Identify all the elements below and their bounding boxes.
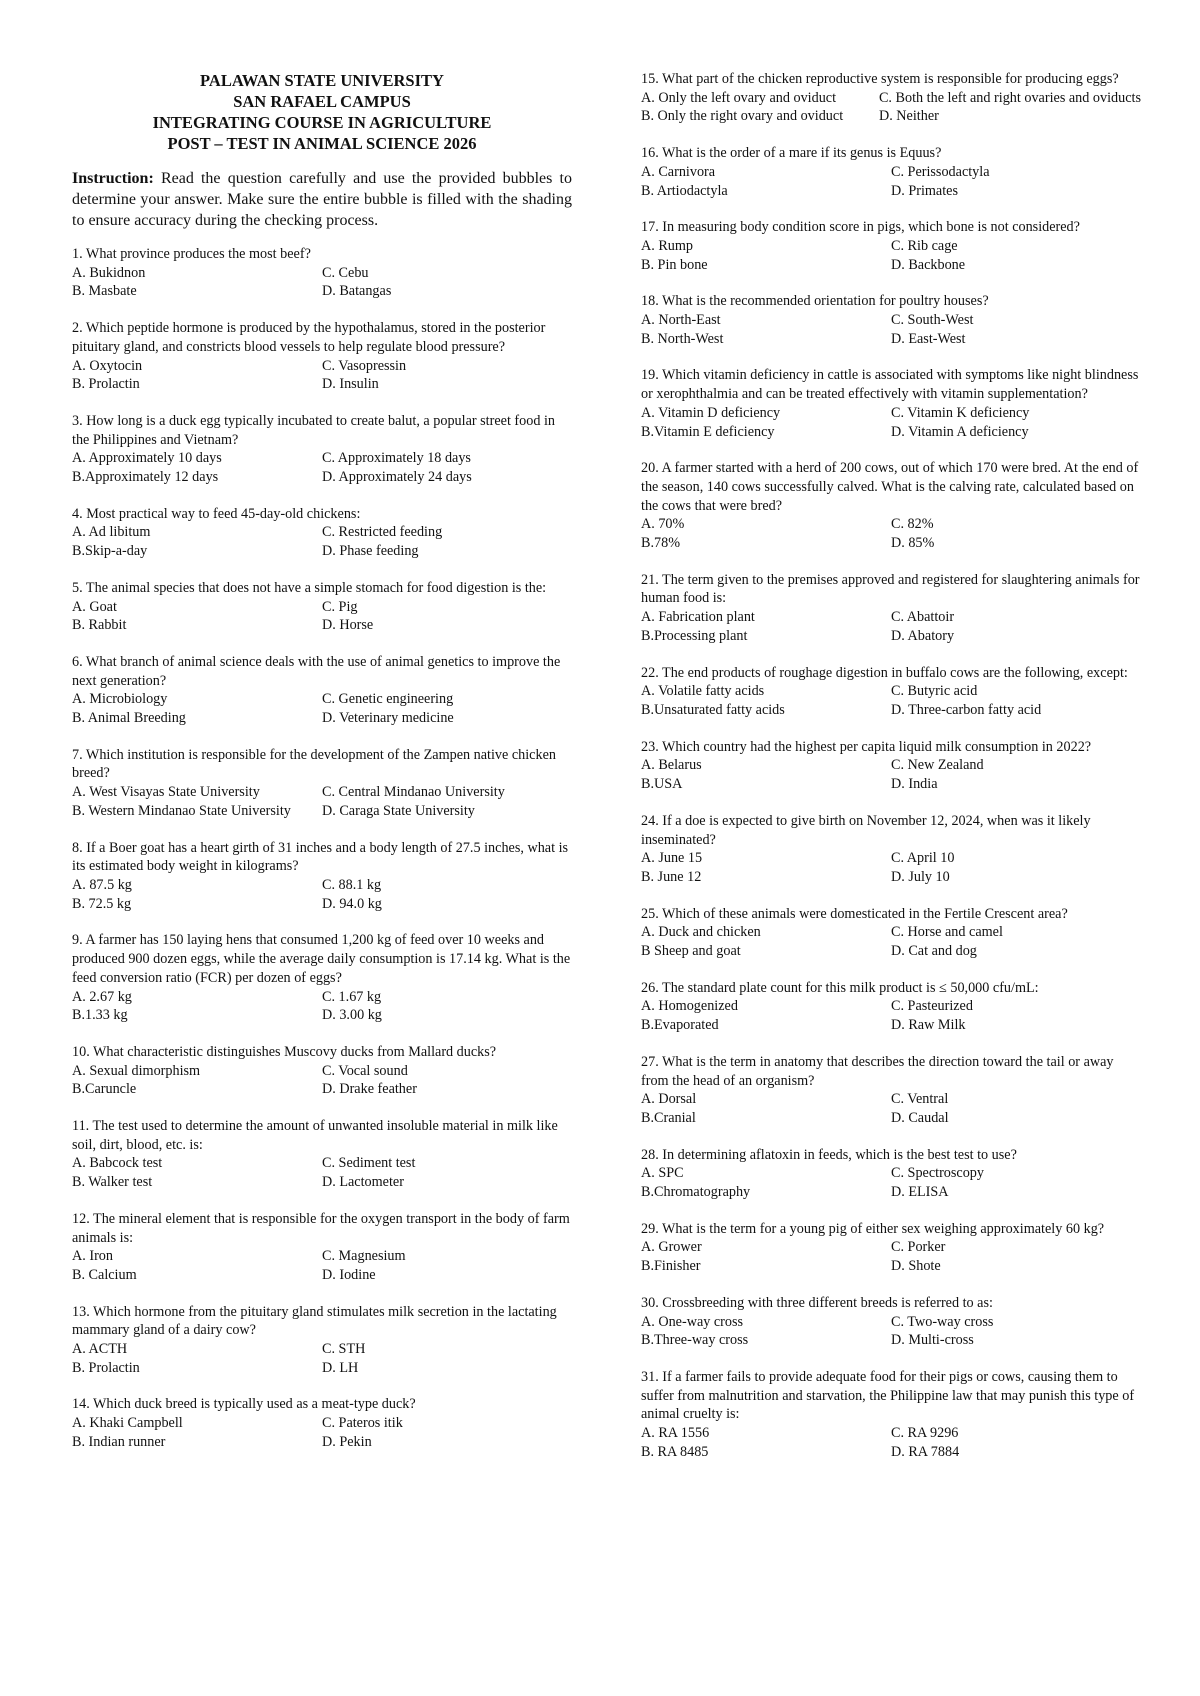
option-c: C. Horse and camel bbox=[891, 924, 1003, 941]
answer-options bbox=[72, 1414, 572, 1451]
answer-options bbox=[72, 357, 572, 394]
question-stem: 20. A farmer started with a herd of 200 cows, out of which 170 were bred. At the end of the season, 140 cows successfully calved. What is the calving rate, calculated based on the cows that were bred? bbox=[641, 460, 1139, 514]
question-block bbox=[641, 664, 1141, 720]
option-c: C. Genetic engineering bbox=[322, 691, 454, 708]
question-stem: 13. Which hormone from the pituitary gland stimulates milk secretion in the lactating mammary gland of a dairy cow? bbox=[72, 1303, 557, 1339]
question-stem: 10. What characteristic distinguishes Muscovy ducks from Mallard ducks? bbox=[72, 1043, 497, 1060]
option-b: B.Evaporated bbox=[641, 1017, 719, 1034]
option-c: C. Approximately 18 days bbox=[322, 450, 471, 467]
option-b: B.Chromatography bbox=[641, 1184, 751, 1201]
answer-options bbox=[641, 1164, 1141, 1201]
question-block bbox=[72, 839, 572, 914]
option-a: A. Grower bbox=[641, 1239, 702, 1256]
option-a: A. Approximately 10 days bbox=[72, 450, 222, 467]
question-block bbox=[641, 366, 1141, 441]
question-stem: 2. Which peptide hormone is produced by the hypothalamus, stored in the posterior pituitary gland, and constricts blood vessels to help regulate blood pressure? bbox=[72, 320, 546, 355]
option-a: A. Babcock test bbox=[72, 1155, 163, 1172]
question-stem: 7. Which institution is responsible for the development of the Zampen native chicken breed? bbox=[72, 746, 556, 782]
question-list-left bbox=[72, 245, 572, 1452]
option-a: A. Sexual dimorphism bbox=[72, 1062, 201, 1079]
option-b: B. North-West bbox=[641, 330, 724, 347]
question-block bbox=[641, 1220, 1141, 1276]
question-stem: 27. What is the term in anatomy that describes the direction toward the tail or away from the head of an organism? bbox=[641, 1053, 1114, 1089]
answer-options bbox=[72, 1247, 572, 1284]
option-c: C. South-West bbox=[891, 312, 974, 329]
option-b: B.Unsaturated fatty acids bbox=[641, 701, 785, 718]
answer-options bbox=[641, 997, 1141, 1034]
option-d: D. RA 7884 bbox=[891, 1443, 960, 1460]
course-title: INTEGRATING COURSE IN AGRICULTURE bbox=[152, 113, 492, 132]
option-d: D. Caraga State University bbox=[322, 802, 475, 819]
option-c: C. Porker bbox=[891, 1239, 946, 1256]
option-d: D. Horse bbox=[322, 617, 374, 634]
option-d: D. East-West bbox=[891, 330, 966, 347]
option-d: D. Caudal bbox=[891, 1109, 949, 1126]
option-b: B.Cranial bbox=[641, 1109, 696, 1126]
option-b: B. Prolactin bbox=[72, 376, 140, 393]
option-a: A. 87.5 kg bbox=[72, 876, 132, 893]
question-block bbox=[72, 1303, 572, 1378]
question-block bbox=[641, 459, 1141, 553]
option-d: D. Shote bbox=[891, 1258, 941, 1275]
option-c: C. Vocal sound bbox=[322, 1062, 408, 1079]
question-stem: 11. The test used to determine the amount of unwanted insoluble material in milk like soil, dirt, blood, etc. is: bbox=[72, 1118, 558, 1153]
option-b: B. Animal Breeding bbox=[72, 710, 186, 727]
option-b: B.Skip-a-day bbox=[72, 543, 148, 560]
option-c: C. Two-way cross bbox=[891, 1313, 994, 1330]
question-block bbox=[641, 144, 1141, 200]
question-stem: 29. What is the term for a young pig of either sex weighing approximately 60 kg? bbox=[641, 1220, 1105, 1237]
question-block bbox=[72, 245, 572, 301]
option-d: D. Backbone bbox=[891, 256, 966, 273]
option-a: A. June 15 bbox=[641, 850, 703, 867]
question-block bbox=[641, 905, 1141, 961]
option-a: A. West Visayas State University bbox=[72, 784, 260, 801]
option-a: A. Carnivora bbox=[641, 163, 716, 180]
option-a: A. Khaki Campbell bbox=[72, 1415, 183, 1432]
question-stem: 30. Crossbreeding with three different breeds is referred to as: bbox=[641, 1294, 993, 1311]
option-a: A. Only the left ovary and oviduct bbox=[641, 89, 837, 106]
option-d: D. Approximately 24 days bbox=[322, 469, 472, 486]
right-column bbox=[641, 70, 1141, 1479]
option-c: C. April 10 bbox=[891, 850, 955, 867]
question-stem: 6. What branch of animal science deals with the use of animal genetics to improve the next generation? bbox=[72, 653, 561, 689]
option-a: A. SPC bbox=[641, 1165, 684, 1182]
option-c: C. Sediment test bbox=[322, 1155, 416, 1172]
question-stem: 1. What province produces the most beef? bbox=[72, 246, 311, 262]
option-d: D. Lactometer bbox=[322, 1174, 404, 1191]
option-a: A. RA 1556 bbox=[641, 1425, 710, 1442]
option-b: B. Indian runner bbox=[72, 1433, 166, 1450]
question-stem: 24. If a doe is expected to give birth on November 12, 2024, when was it likely inseminated? bbox=[641, 812, 1091, 848]
question-list-right bbox=[641, 70, 1141, 1461]
option-a: A. Rump bbox=[641, 237, 694, 254]
option-a: A. One-way cross bbox=[641, 1313, 744, 1330]
answer-options bbox=[72, 988, 572, 1025]
answer-options bbox=[641, 756, 1141, 793]
answer-options bbox=[641, 1313, 1141, 1350]
question-stem: 18. What is the recommended orientation for poultry houses? bbox=[641, 293, 989, 310]
answer-options bbox=[641, 1090, 1141, 1127]
question-stem: 21. The term given to the premises approved and registered for slaughtering animals for human food is: bbox=[641, 571, 1140, 607]
answer-options bbox=[641, 1238, 1141, 1275]
question-stem: 17. In measuring body condition score in pigs, which bone is not considered? bbox=[641, 219, 1080, 236]
question-stem: 22. The end products of roughage digestion in buffalo cows are the following, except: bbox=[641, 664, 1128, 681]
option-a: A. Goat bbox=[72, 598, 117, 615]
option-a: A. Bukidnon bbox=[72, 264, 146, 281]
question-block bbox=[72, 746, 572, 821]
option-b: B. Rabbit bbox=[72, 617, 127, 634]
answer-options bbox=[641, 89, 1141, 126]
option-b: B.USA bbox=[641, 776, 683, 793]
option-d: D. Batangas bbox=[322, 283, 392, 300]
option-b: B. RA 8485 bbox=[641, 1443, 709, 1460]
option-c: C. Butyric acid bbox=[891, 683, 978, 700]
option-b: B.Finisher bbox=[641, 1258, 701, 1275]
option-a: A. Vitamin D deficiency bbox=[641, 404, 781, 421]
answer-options bbox=[72, 598, 572, 635]
question-block bbox=[641, 1294, 1141, 1350]
question-stem: 5. The animal species that does not have a simple stomach for food digestion is the: bbox=[72, 579, 547, 596]
option-b: B Sheep and goat bbox=[641, 943, 741, 960]
answer-options bbox=[641, 237, 1141, 274]
question-block bbox=[641, 1146, 1141, 1202]
option-b: B. June 12 bbox=[641, 868, 702, 885]
option-d: D. Pekin bbox=[322, 1433, 372, 1450]
option-d: D. Phase feeding bbox=[322, 543, 419, 560]
answer-options bbox=[641, 515, 1141, 552]
option-c: C. Pasteurized bbox=[891, 998, 973, 1015]
option-d: D. Cat and dog bbox=[891, 943, 977, 960]
campus-name: SAN RAFAEL CAMPUS bbox=[233, 92, 411, 111]
question-stem: 31. If a farmer fails to provide adequate food for their pigs or cows, causing them to suffer from malnutrition and starvation, the Philippine law that may punish this type of animal cruelty is: bbox=[641, 1368, 1135, 1423]
option-c: C. RA 9296 bbox=[891, 1425, 959, 1442]
question-stem: 23. Which country had the highest per capita liquid milk consumption in 2022? bbox=[641, 738, 1092, 755]
question-block bbox=[72, 319, 572, 394]
question-stem: 25. Which of these animals were domesticated in the Fertile Crescent area? bbox=[641, 905, 1068, 922]
option-c: C. 88.1 kg bbox=[322, 876, 382, 893]
option-d: D. Raw Milk bbox=[891, 1017, 966, 1034]
answer-options bbox=[641, 849, 1141, 886]
answer-options bbox=[72, 449, 572, 486]
instruction-label: Instruction: bbox=[72, 170, 154, 187]
option-a: A. Ad libitum bbox=[72, 524, 151, 541]
option-c: C. Vasopressin bbox=[322, 357, 407, 374]
question-stem: 14. Which duck breed is typically used as a meat-type duck? bbox=[72, 1396, 416, 1413]
option-b: B.Three-way cross bbox=[641, 1332, 749, 1349]
answer-options bbox=[641, 923, 1141, 960]
question-stem: 12. The mineral element that is responsible for the oxygen transport in the body of farm animals is: bbox=[72, 1210, 570, 1246]
option-d: D. 3.00 kg bbox=[322, 1007, 382, 1024]
option-b: B. Calcium bbox=[72, 1266, 137, 1283]
option-b: B.Vitamin E deficiency bbox=[641, 423, 775, 440]
option-d: D. Primates bbox=[891, 182, 958, 199]
option-d: D. 94.0 kg bbox=[322, 895, 382, 912]
option-a: A. Microbiology bbox=[72, 691, 168, 708]
option-b: B.78% bbox=[641, 535, 681, 552]
question-block bbox=[641, 571, 1141, 646]
option-d: D. July 10 bbox=[891, 868, 950, 885]
option-c: C. Spectroscopy bbox=[891, 1165, 984, 1182]
question-block bbox=[641, 1053, 1141, 1128]
option-b: B. Masbate bbox=[72, 283, 137, 300]
option-b: B.1.33 kg bbox=[72, 1007, 128, 1024]
option-c: C. Abattoir bbox=[891, 609, 955, 626]
option-a: A. Duck and chicken bbox=[641, 924, 761, 941]
option-d: D. Abatory bbox=[891, 627, 955, 644]
question-block bbox=[641, 218, 1141, 274]
option-b: B. Walker test bbox=[72, 1174, 153, 1191]
answer-options bbox=[72, 876, 572, 913]
left-column bbox=[72, 70, 572, 1470]
option-a: A. Iron bbox=[72, 1248, 113, 1265]
option-d: D. Three-carbon fatty acid bbox=[891, 701, 1042, 718]
answer-options bbox=[641, 311, 1141, 348]
option-d: D. Veterinary medicine bbox=[322, 710, 454, 727]
option-b: B. Artiodactyla bbox=[641, 182, 728, 199]
question-block bbox=[72, 931, 572, 1025]
question-stem: 9. A farmer has 150 laying hens that consumed 1,200 kg of feed over 10 weeks and produced 900 dozen eggs, while the average daily consumption is 17.14 kg. What is the feed conversion ratio (FCR) per dozen of eggs? bbox=[72, 932, 571, 986]
option-a: A. 2.67 kg bbox=[72, 988, 132, 1005]
question-block bbox=[72, 505, 572, 561]
question-block bbox=[72, 412, 572, 487]
question-block bbox=[72, 653, 572, 728]
option-c: C. Perissodactyla bbox=[891, 163, 990, 180]
question-stem: 8. If a Boer goat has a heart girth of 31 inches and a body length of 27.5 inches, what is its estimated body weight in kilograms? bbox=[72, 839, 569, 875]
answer-options bbox=[72, 264, 572, 301]
option-b: B. Prolactin bbox=[72, 1359, 140, 1376]
answer-options bbox=[641, 608, 1141, 645]
answer-options bbox=[72, 1340, 572, 1377]
answer-options bbox=[641, 404, 1141, 441]
question-stem: 26. The standard plate count for this milk product is ≤ 50,000 cfu/mL: bbox=[641, 979, 1039, 996]
option-b: B. Pin bone bbox=[641, 256, 708, 273]
option-c: C. Magnesium bbox=[322, 1248, 406, 1265]
question-block bbox=[72, 1117, 572, 1192]
question-block bbox=[641, 738, 1141, 794]
question-stem: 19. Which vitamin deficiency in cattle is associated with symptoms like night blindness or xerophthalmia and can be treated effectively with vitamin supplementation? bbox=[641, 367, 1139, 403]
option-d: D. Insulin bbox=[322, 376, 379, 393]
option-c: C. Vitamin K deficiency bbox=[891, 404, 1030, 421]
option-d: D. ELISA bbox=[891, 1184, 949, 1201]
option-a: A. Belarus bbox=[641, 757, 702, 774]
option-b: B.Processing plant bbox=[641, 627, 748, 644]
answer-options bbox=[641, 163, 1141, 200]
option-c: C. Pig bbox=[322, 598, 358, 615]
exam-title: POST – TEST IN ANIMAL SCIENCE 2026 bbox=[167, 134, 477, 153]
option-d: D. Drake feather bbox=[322, 1081, 417, 1098]
option-c: C. Rib cage bbox=[891, 237, 958, 254]
option-c: C. Central Mindanao University bbox=[322, 784, 505, 801]
answer-options bbox=[72, 690, 572, 727]
question-block bbox=[72, 579, 572, 635]
option-d: D. LH bbox=[322, 1359, 359, 1376]
question-block bbox=[72, 1043, 572, 1099]
option-a: A. Oxytocin bbox=[72, 357, 143, 374]
option-c: C. New Zealand bbox=[891, 757, 984, 774]
option-d: D. India bbox=[891, 776, 938, 793]
question-stem: 3. How long is a duck egg typically incubated to create balut, a popular street food in the Philippines and Vietnam? bbox=[72, 412, 556, 448]
option-d: D. Iodine bbox=[322, 1266, 376, 1283]
answer-options bbox=[72, 783, 572, 820]
option-a: A. 70% bbox=[641, 516, 685, 533]
question-stem: 15. What part of the chicken reproductive system is responsible for producing eggs? bbox=[641, 71, 1119, 87]
option-c: C. 82% bbox=[891, 516, 934, 533]
question-block bbox=[641, 292, 1141, 348]
option-c: C. 1.67 kg bbox=[322, 988, 382, 1005]
instruction-text: Read the question carefully and use the provided bubbles to determine your answer. Make sure the entire bubble is filled with the shading to ensure accuracy during the checking process. bbox=[72, 170, 572, 229]
option-a: A. ACTH bbox=[72, 1341, 128, 1358]
answer-options bbox=[641, 682, 1141, 719]
option-a: A. Homogenized bbox=[641, 998, 738, 1015]
university-name: PALAWAN STATE UNIVERSITY bbox=[200, 71, 444, 90]
question-block bbox=[641, 70, 1141, 126]
answer-options bbox=[72, 1062, 572, 1099]
question-block bbox=[72, 1395, 572, 1451]
question-block bbox=[641, 812, 1141, 887]
option-c: C. Restricted feeding bbox=[322, 524, 443, 541]
question-block bbox=[641, 1368, 1141, 1462]
option-a: A. Volatile fatty acids bbox=[641, 683, 765, 700]
option-d: D. 85% bbox=[891, 535, 935, 552]
question-stem: 16. What is the order of a mare if its genus is Equus? bbox=[641, 145, 942, 162]
answer-options bbox=[641, 1424, 1141, 1461]
option-b: B.Approximately 12 days bbox=[72, 469, 219, 486]
option-a: A. Fabrication plant bbox=[641, 609, 755, 626]
option-b: B.Caruncle bbox=[72, 1081, 137, 1098]
option-c: C. Pateros itik bbox=[322, 1415, 403, 1432]
option-d: D. Neither bbox=[878, 108, 939, 125]
option-c: C. Ventral bbox=[891, 1091, 949, 1108]
option-a: A. Dorsal bbox=[641, 1091, 697, 1108]
instruction-paragraph bbox=[72, 168, 572, 231]
question-stem: 4. Most practical way to feed 45-day-old chickens: bbox=[72, 505, 361, 522]
option-c: C. Both the left and right ovaries and oviducts bbox=[878, 89, 1141, 106]
option-a: A. North-East bbox=[641, 312, 721, 329]
option-c: C. Cebu bbox=[322, 264, 369, 281]
answer-options bbox=[72, 1154, 572, 1191]
question-block bbox=[72, 1210, 572, 1285]
option-b: B. Western Mindanao State University bbox=[72, 802, 291, 819]
option-d: D. Multi-cross bbox=[891, 1332, 974, 1349]
option-b: B. Only the right ovary and oviduct bbox=[641, 108, 844, 125]
question-block bbox=[641, 979, 1141, 1035]
option-b: B. 72.5 kg bbox=[72, 895, 132, 912]
exam-header bbox=[72, 70, 572, 154]
option-c: C. STH bbox=[322, 1341, 366, 1358]
answer-options bbox=[72, 523, 572, 560]
question-stem: 28. In determining aflatoxin in feeds, which is the best test to use? bbox=[641, 1146, 1017, 1163]
option-d: D. Vitamin A deficiency bbox=[891, 423, 1029, 440]
